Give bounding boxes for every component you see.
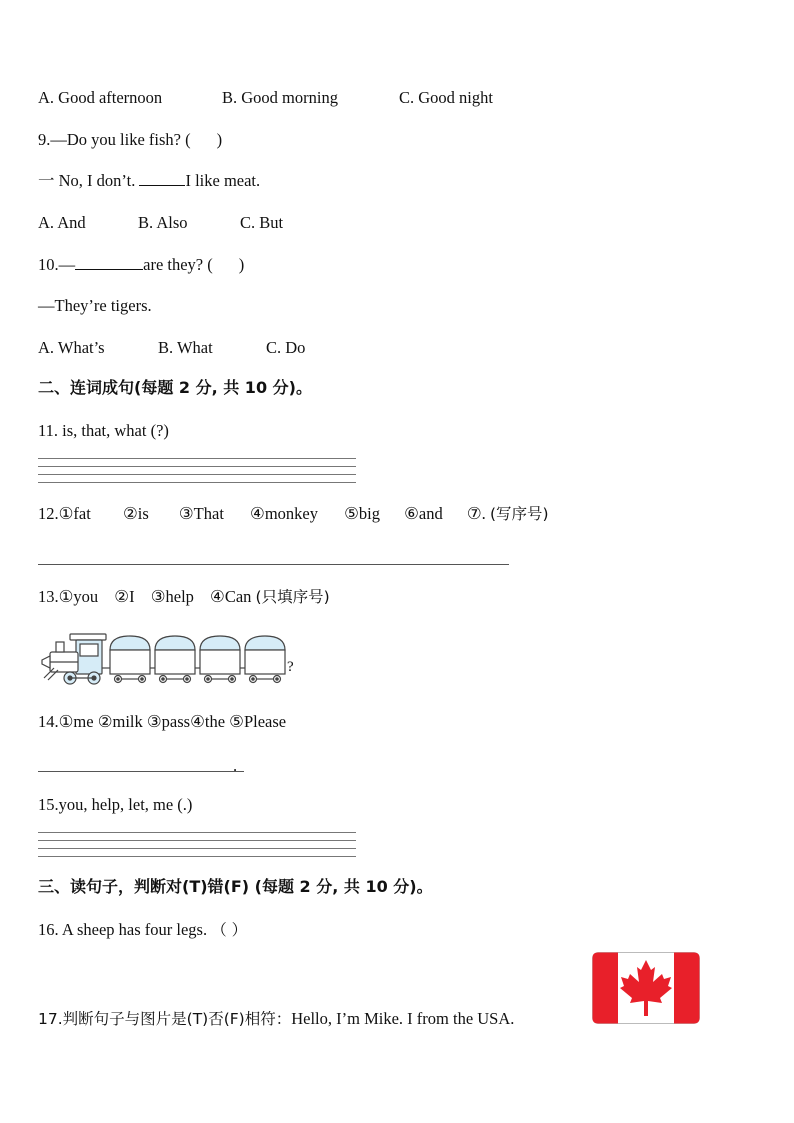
q12-number: 12. [38,504,59,523]
q10-question-pre: 10.— [38,255,76,274]
q14-period: . [233,756,238,775]
q14-prompt [38,712,286,732]
q9-option-b[interactable]: B. Also [138,213,188,232]
q15-prompt: 15.you, help, let, me (.) [38,795,193,814]
q10-answer: —They’re tigers. [38,296,152,315]
section2-title: 二、连词成句(每题 2 分, 共 10 分)。 [38,378,312,397]
q14-answer-line[interactable] [38,771,244,772]
q12-word-5: ⑤big [344,504,381,523]
q10-option-c[interactable]: C. Do [266,338,306,357]
q12-word-2: ②is [122,504,149,523]
q12-prompt [38,504,549,524]
q9-option-c[interactable]: C. But [240,213,284,232]
canada-flag-icon [592,952,700,1024]
q12-note: (写序号) [489,505,549,523]
q17-sentence: Hello, I’m Mike. I from the USA. [291,1009,515,1028]
q9-option-a[interactable]: A. And [38,213,86,232]
q8-option-c[interactable]: C. Good night [399,88,493,107]
q9-question-text: 9.—Do you like fish? ( [38,130,191,149]
q9-answer [38,171,260,191]
q15-writing-lines[interactable] [38,832,356,864]
q11-writing-lines[interactable] [38,458,356,490]
q13-prompt [38,587,330,607]
q16-text: 16. A sheep has four legs. [38,920,208,939]
train-question-mark: ? [287,659,294,675]
q9-answer-pre: 一 No, I don’t. [38,171,136,190]
q17-prompt [38,1009,514,1029]
q8-option-b[interactable]: B. Good morning [222,88,338,107]
q13-word-3: ③help [150,587,194,606]
q14-word-1: ①me [58,712,94,731]
q11-prompt: 11. is, that, what (?) [38,421,169,440]
q9-blank[interactable] [139,171,185,186]
q14-number: 14. [38,712,59,731]
q16-prompt [38,920,247,940]
q10-question [38,255,244,275]
q12-answer-line[interactable] [38,564,509,565]
q12-word-3: ③That [178,504,224,523]
train-engine-icon [42,634,106,684]
q10-close-paren: ) [238,255,245,274]
q10-option-a[interactable]: A. What’s [38,338,105,357]
q13-word-2: ②I [114,587,135,606]
q9-close-paren: ) [216,130,223,149]
q9-answer-post: I like meat. [185,171,261,190]
q16-answer-paren[interactable]: （ ） [211,921,248,939]
q12-word-4: ④monkey [250,504,318,523]
q12-word-7: ⑦. [466,504,486,523]
q14-word-5: ⑤Please [229,712,287,731]
q10-blank[interactable] [75,255,143,270]
q9-question [38,130,222,150]
q12-word-6: ⑥and [404,504,443,523]
q13-number: 13. [38,587,59,606]
q8-option-a[interactable]: A. Good afternoon [38,88,163,107]
q14-word-4: ④the [190,712,226,731]
q12-word-1: ①fat [58,504,91,523]
train-car-icon [102,636,285,683]
q14-word-3: ③pass [146,712,191,731]
train-illustration [40,630,290,688]
q10-option-b[interactable]: B. What [158,338,213,357]
q17-prefix: 17.判断句子与图片是(T)否(F)相符： [38,1010,292,1028]
q10-question-post: are they? ( [143,255,213,274]
q14-word-2: ②milk [97,712,143,731]
q13-word-4: ④Can [210,587,252,606]
q13-note: (只填序号) [255,588,330,606]
q13-word-1: ①you [58,587,99,606]
section3-title: 三、读句子，判断对(T)错(F) (每题 2 分, 共 10 分)。 [38,877,433,896]
